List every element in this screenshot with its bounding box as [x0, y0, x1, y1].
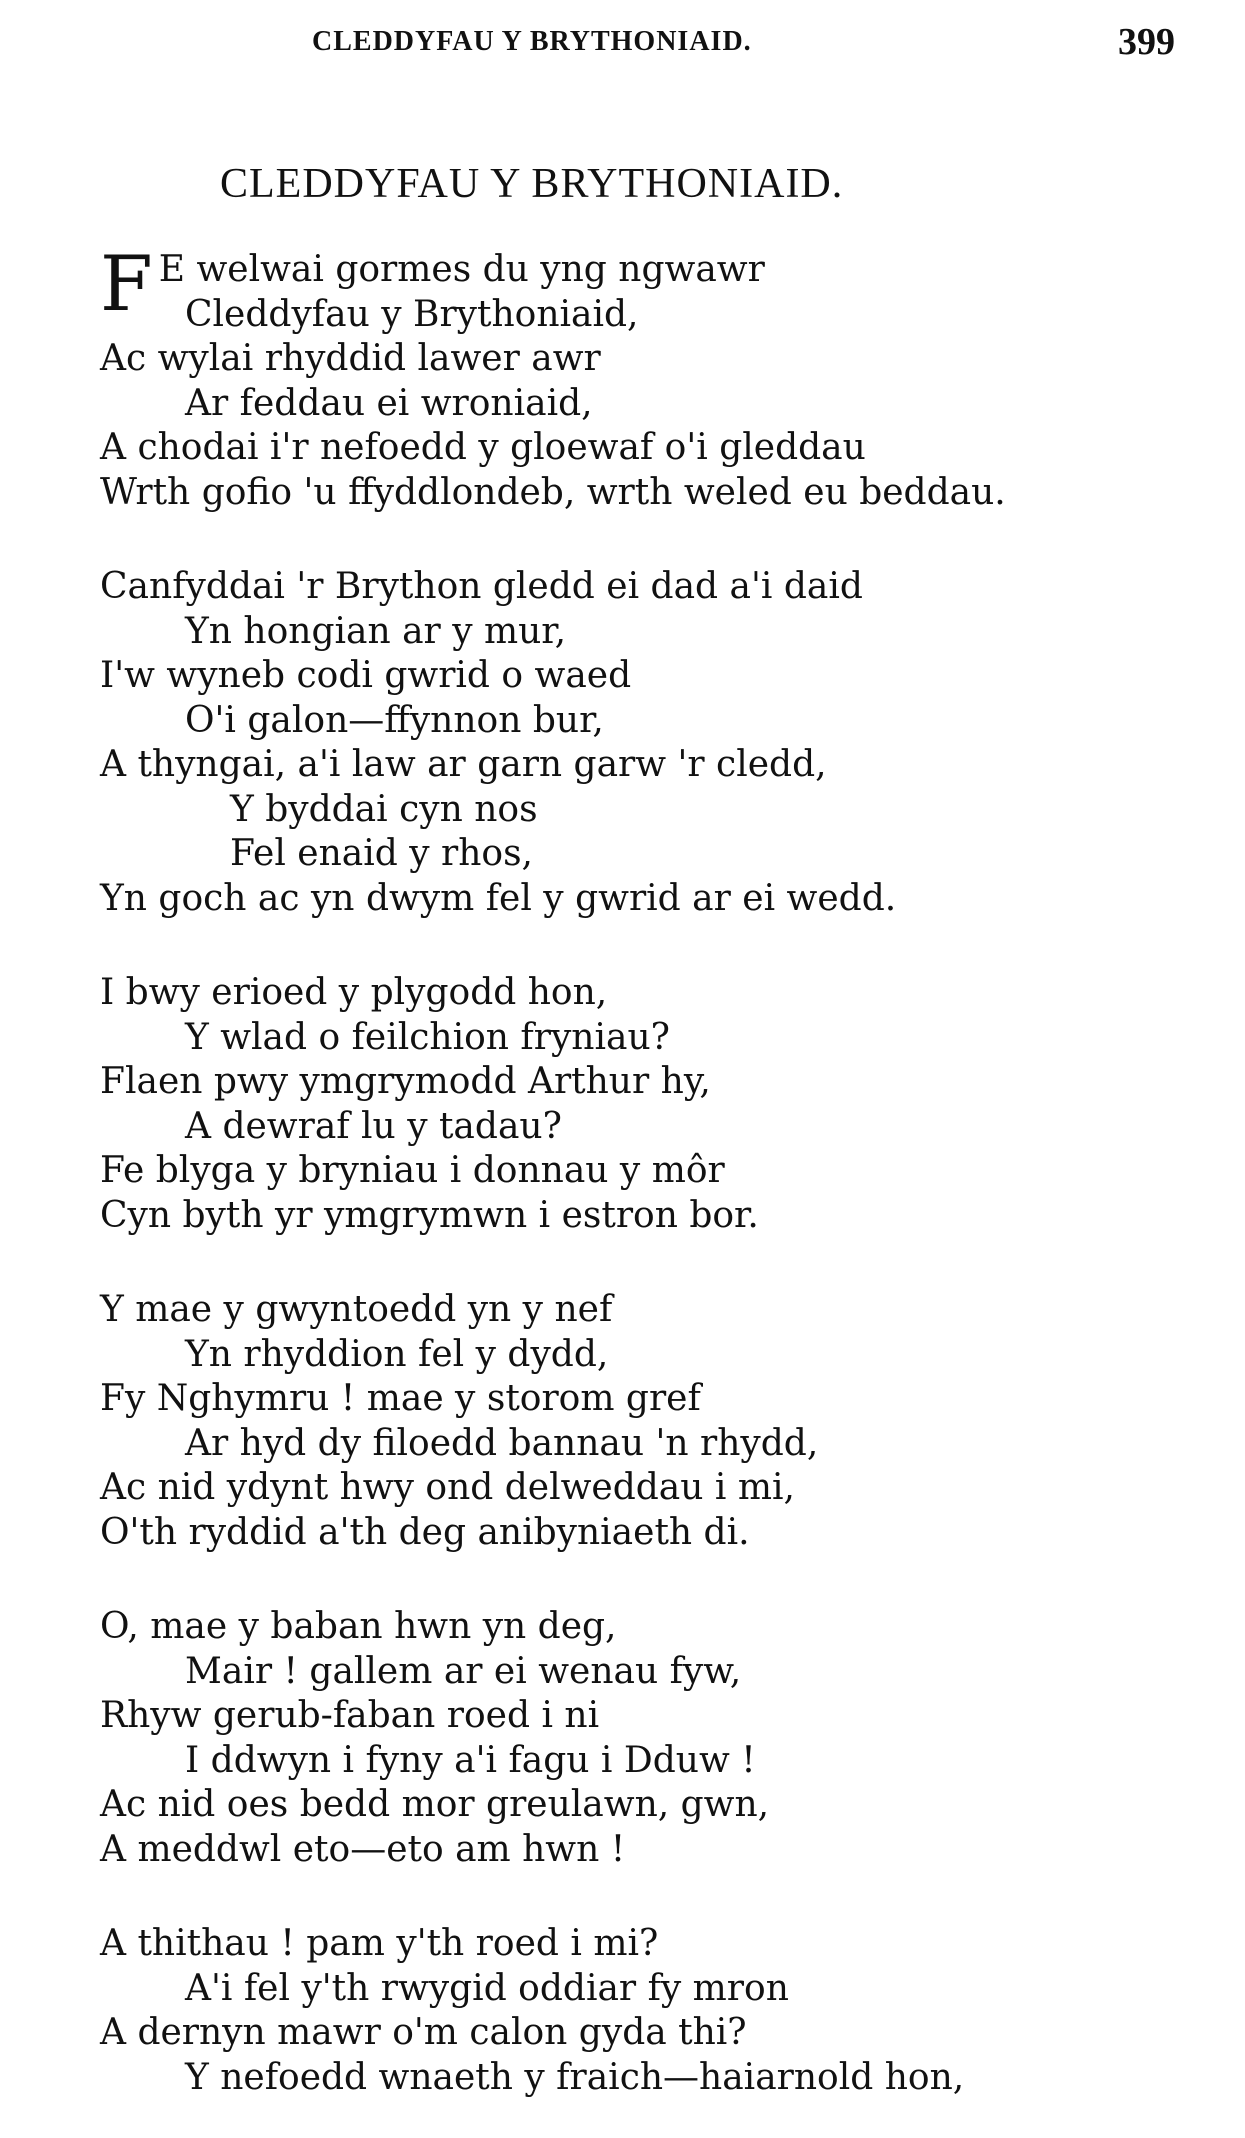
stanza-break: [100, 1872, 1200, 1922]
poem-line: Canfyddai 'r Brython gledd ei dad a'i daid: [100, 566, 863, 607]
poem-line: O'i galon—ffynnon bur,: [185, 699, 604, 741]
poem-line: F E welwai gormes du yng ngwawr: [100, 239, 765, 328]
poem-line: Fel enaid y rhos,: [230, 833, 533, 874]
poem-line: Ar hyd dy filoedd bannau 'n rhydd,: [185, 1422, 819, 1464]
poem-line: Ac wylai rhyddid lawer awr: [100, 338, 601, 379]
poem-line: Y mae y gwyntoedd yn y nef: [100, 1289, 613, 1330]
poem-line: A meddwl eto—eto am hwn !: [100, 1828, 626, 1870]
poem-line: Yn rhyddion fel y dydd,: [185, 1333, 609, 1375]
running-title: CLEDDYFAU Y BRYTHONIAID.: [312, 26, 752, 57]
poem-line: A dernyn mawr o'm calon gyda thi?: [100, 2012, 747, 2053]
poem-title: CLEDDYFAU Y BRYTHONIAID.: [220, 161, 844, 207]
poem-line: Ac nid ydynt hwy ond delweddau i mi,: [100, 1467, 795, 1508]
poem-line: Yn goch ac yn dwym fel y gwrid ar ei wedd.: [100, 877, 897, 919]
stanza: [100, 971, 1200, 1238]
stanza: [100, 1922, 1200, 2100]
stanza: [100, 1605, 1200, 1872]
poem-line: Mair ! gallem ar ei wenau fyw,: [185, 1650, 742, 1692]
poem-line: O, mae y baban hwn yn deg,: [100, 1606, 617, 1647]
poem-line: A thyngai, a'i law ar garn garw 'r cledd,: [100, 744, 827, 785]
stanza-break: [100, 515, 1200, 565]
stanza: [100, 565, 1200, 921]
poem-line: I ddwyn i fyny a'i fagu i Dduw !: [185, 1739, 756, 1781]
poem-line: Ar feddau ei wroniaid,: [185, 382, 593, 424]
poem-line: A chodai i'r nefoedd y gloewaf o'i gleddau: [100, 427, 866, 468]
poem-line: I'w wyneb codi gwrid o waed: [100, 655, 632, 696]
poem-line: A dewraf lu y tadau?: [185, 1105, 562, 1147]
poem-line: Cyn byth yr ymgrymwn i estron bor.: [100, 1194, 759, 1236]
poem-body: [100, 239, 1200, 2100]
poem-line: O'th ryddid a'th deg anibyniaeth di.: [100, 1511, 750, 1553]
poem-line: Y wlad o feilchion fryniau?: [185, 1016, 670, 1058]
stanza: [100, 239, 1200, 515]
page-number: 399: [1118, 21, 1175, 63]
poem-line: Cleddyfau y Brythoniaid,: [185, 293, 639, 335]
poem-line: Wrth gofio 'u ffyddlondeb, wrth weled eu beddau.: [100, 471, 1006, 513]
poem-line: Flaen pwy ymgrymodd Arthur hy,: [100, 1061, 711, 1102]
poem-line: A thithau ! pam y'th roed i mi?: [100, 1923, 659, 1964]
poem-line: Fe blyga y bryniau i donnau y môr: [100, 1150, 725, 1191]
stanza-break: [100, 1238, 1200, 1288]
poem-line: Rhyw gerub-faban roed i ni: [100, 1695, 600, 1736]
poem-line: I bwy erioed y plygodd hon,: [100, 972, 608, 1013]
poem-line: A'i fel y'th rwygid oddiar fy mron: [185, 1967, 789, 2009]
poem-line: Y nefoedd wnaeth y fraich—haiarnold hon,: [185, 2056, 965, 2098]
running-head: [0, 20, 1245, 70]
stanza-break: [100, 921, 1200, 971]
poem-line: Yn hongian ar y mur,: [185, 610, 567, 652]
poem-line: Fy Nghymru ! mae y storom gref: [100, 1378, 701, 1419]
stanza-break: [100, 1555, 1200, 1605]
drop-cap: F: [100, 239, 153, 328]
poem-line: Ac nid oes bedd mor greulawn, gwn,: [100, 1784, 770, 1825]
stanza: [100, 1288, 1200, 1555]
poem-line: Y byddai cyn nos: [230, 788, 538, 830]
